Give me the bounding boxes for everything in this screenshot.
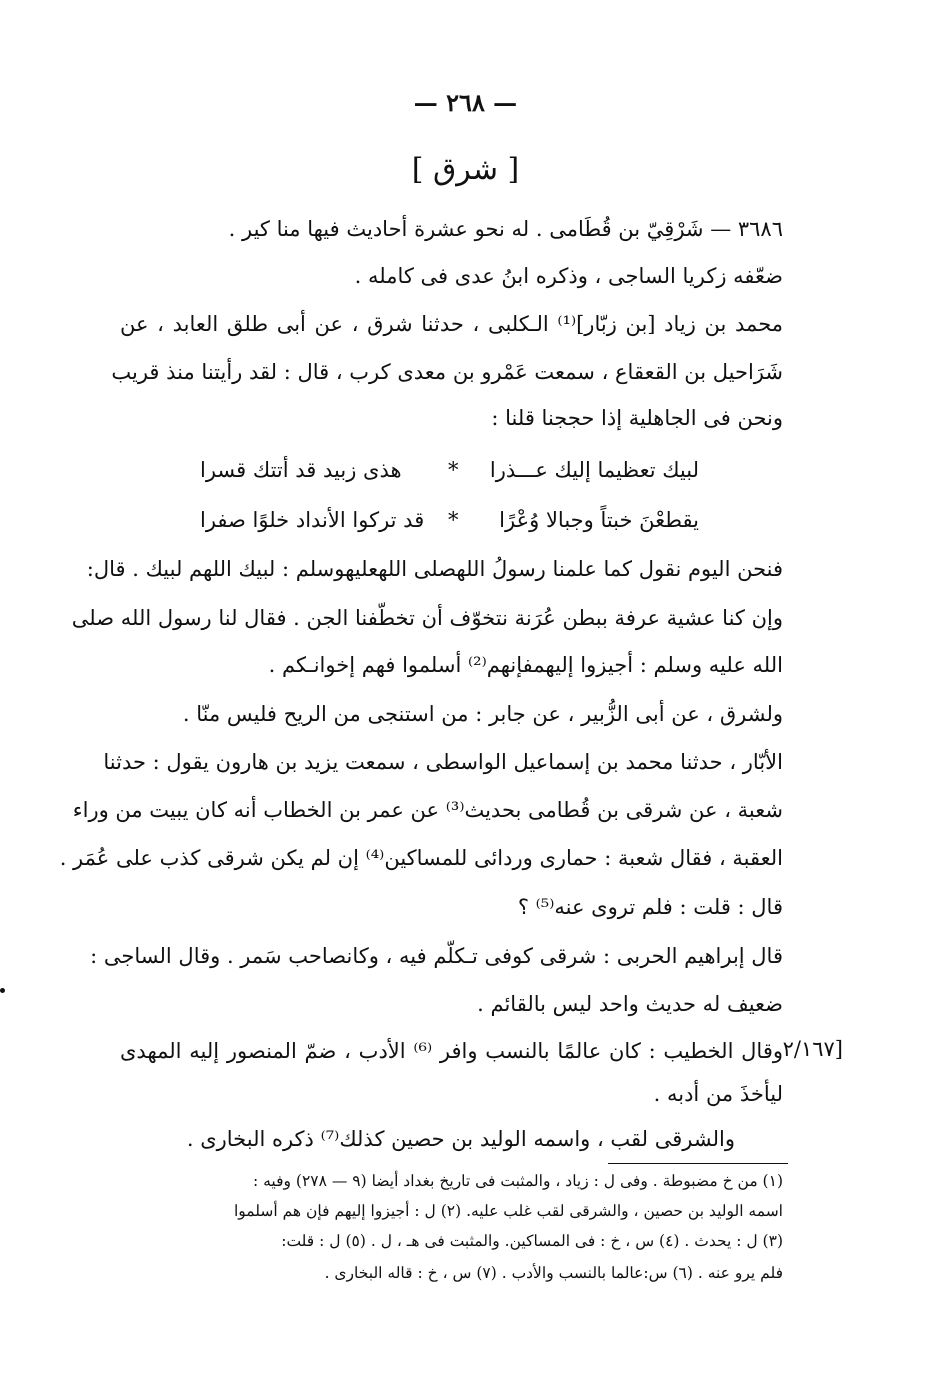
verse-2-left: قد تركوا الأنداد خلوًا صفرا (200, 508, 425, 532)
entry-line-15: ضعيف له حديث واحد ليس بالقائم . (477, 992, 783, 1016)
margin-reference: [٢/١٦٧ (782, 1037, 843, 1061)
entry-line-17: ليأخذَ من أدبه . (653, 1082, 783, 1106)
verse-2-right: يقطعْنَ خبتاً وجبالا وُعْرًا (499, 508, 699, 532)
verse-1-star: * (448, 458, 459, 482)
entry-line-8: الله عليه وسلم : أجيزوا إليهمفإنهم⁽²⁾ أسلموا فهم إخوانـكم . (268, 653, 783, 677)
entry-line-5: ونحن فى الجاهلية إذا حججنا قلنا : (491, 406, 783, 430)
page-number-header: — ٢٦٨ — (413, 88, 518, 117)
footnote-line-1: (١) من خ مضبوطة . وفى ل : زياد ، والمثبت فى تاريخ بغداد أيضا (٩ — ٢٧٨) وفيه : (252, 1172, 783, 1190)
entry-line-10: الأبّار ، حدثنا محمد بن إسماعيل الواسطى ، سمعت يزيد بن هارون يقول : حدثنا (103, 750, 783, 774)
entry-line-11: شعبة ، عن شرقى بن قُطامى بحديث⁽³⁾ عن عمر بن الخطاب أنه كان يبيت من وراء (72, 798, 783, 822)
scan-mark (0, 988, 5, 993)
verse-1-right: لبيك تعظيما إليك عـــذرا (489, 458, 699, 482)
entry-line-2: ضعّفه زكريا الساجى ، وذكره ابنُ عدى فى كامله . (354, 264, 783, 288)
entry-line-4: شَرَاحيل بن القعقاع ، سمعت عَمْرو بن معدى كرب ، قال : لقد رأيتنا منذ قريب (111, 360, 783, 384)
entry-line-13: قال : قلت : فلم تروى عنه⁽⁵⁾ ؟ (517, 895, 783, 919)
footnote-line-3: (٣) ل : يحدث . (٤) س ، خ : فى المساكين. والمثبت فى هـ ، ل . (٥) ل : قلت: (281, 1232, 783, 1250)
entry-line-1: ٣٦٨٦ — شَرْقِيّ بن قُطَامى . له نحو عشرة أحاديث فيها منا كير . (228, 217, 783, 241)
entry-line-7: وإن كنا عشية عرفة ببطن عُرَنة نتخوّف أن تخطّفنا الجن . فقال لنا رسول الله صلى (71, 606, 783, 630)
entry-line-3: محمد بن زياد [بن زبّار]⁽¹⁾ الـكلبى ، حدثنا شرق ، عن أبى طلق العابد ، عن (120, 312, 783, 336)
entry-line-16: وقال الخطيب : كان عالمًا بالنسب وافر ⁽⁶⁾ الأدب ، ضمّ المنصور إليه المهدى (120, 1039, 784, 1063)
entry-line-6: فنحن اليوم نقول كما علمنا رسولُ اللهصلى اللهعليهوسلم : لبيك اللهم لبيك . قال: (86, 557, 783, 581)
section-title: [ شرق ] (411, 152, 520, 187)
entry-line-12: العقبة ، فقال شعبة : حمارى وردائى للمساكين⁽⁴⁾ إن لم يكن شرقى كذب على عُمَر . (59, 846, 783, 870)
verse-1-left: هذى زبيد قد أتتك قسرا (200, 458, 402, 482)
entry-line-18: والشرقى لقب ، واسمه الوليد بن حصين كذلك⁽⁷⁾ ذكره البخارى . (186, 1127, 735, 1151)
footnote-separator (608, 1163, 788, 1164)
footnote-line-4: فلم يرو عنه . (٦) س:عالما بالنسب والأدب . (٧) س ، خ : قاله البخارى . (324, 1264, 783, 1282)
entry-line-14: قال إبراهيم الحربى : شرقى كوفى تـكلّم فيه ، وكانصاحب سَمر . وقال الساجى : (90, 944, 783, 968)
footnote-line-2: اسمه الوليد بن حصين ، والشرقى لقب غلب عليه. (٢) ل : أجيزوا إليهم فإن هم أسلموا (233, 1202, 783, 1220)
entry-line-9: ولشرق ، عن أبى الزُّبير ، عن جابر : من استنجى من الريح فليس منّا . (182, 702, 783, 726)
verse-2-star: * (448, 508, 459, 532)
